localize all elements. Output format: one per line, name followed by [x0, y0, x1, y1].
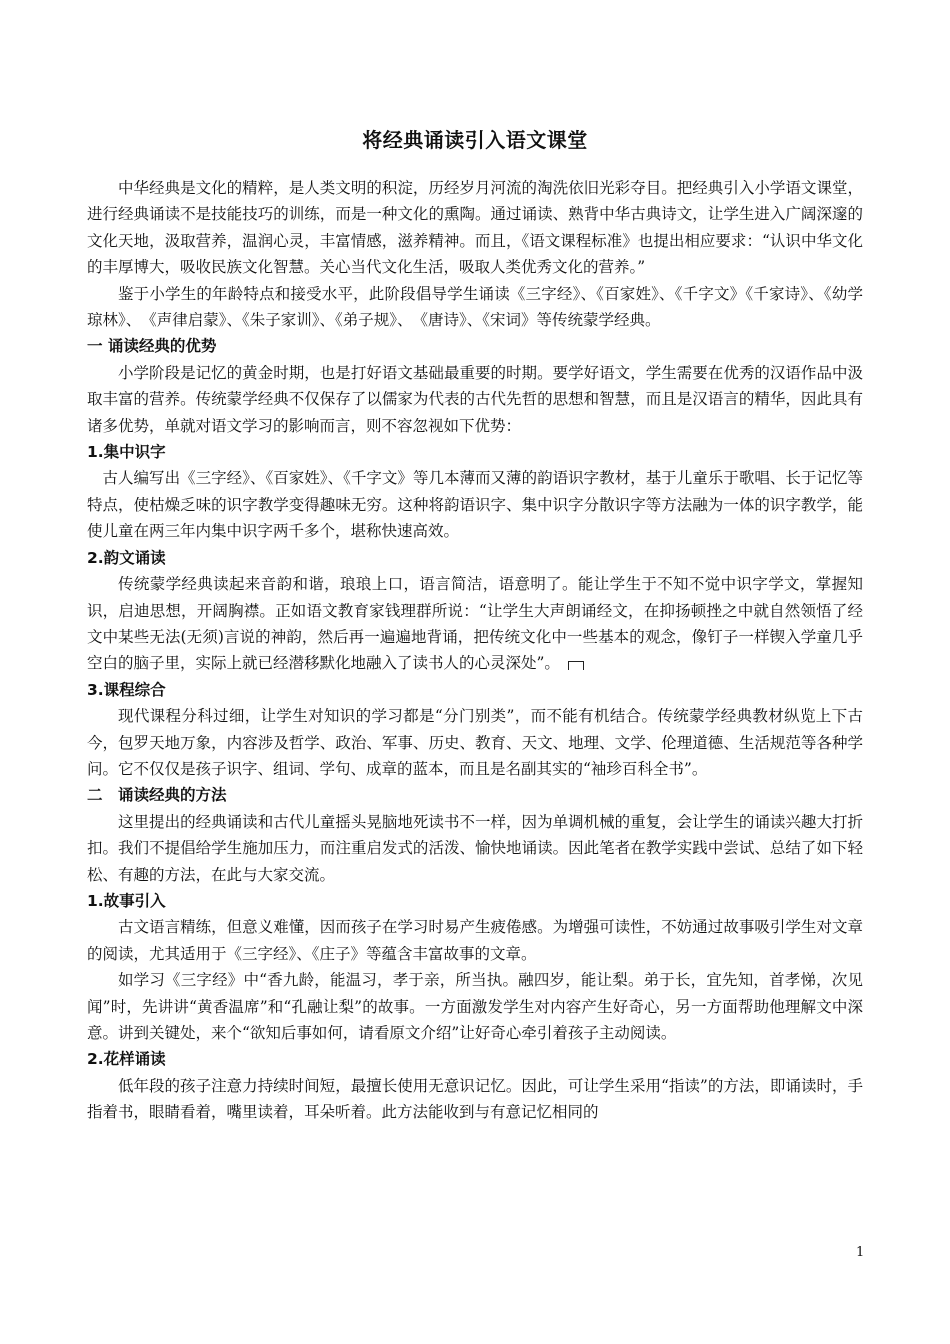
paragraph-literacy: 古人编写出《三字经》、《百家姓》、《千字文》等几本薄而又薄的韵语识字教材，基于儿童乐于歌唱、长于记忆等特点，使枯燥乏味的识字教学变得趣味无穷。这种将韵语识字、集中识字分散识字等方法融为一体的识字教学，能使儿童在两三年内集中识字两千多个，堪称快速高效。	[87, 469, 863, 541]
paragraph-story-2: 如学习《三字经》中“香九龄，能温习，孝于亲，所当执。融四岁，能让梨。弟于长，宜先知，首孝悌，次见闻”时，先讲讲“黄香温席”和“孔融让梨”的故事。一方面激发学生对内容产生好奇心，另一方面帮助他理解文中深意。讲到关键处，来个“欲知后事如何，请看原文介绍”让好奇心牵引着孩子主动阅读。	[87, 971, 863, 1042]
subheading-literacy: 1.集中识字	[87, 443, 166, 462]
document-body	[87, 175, 863, 1126]
page-number: 1	[856, 1245, 865, 1260]
subheading-varied-reading: 2.花样诵读	[87, 1050, 166, 1069]
paragraph-story-1: 古文语言精练，但意义难懂，因而孩子在学习时易产生疲倦感。为增强可读性，不妨通过故事吸引学生对文章的阅读，尤其适用于《三字经》、《庄子》等蕴含丰富故事的文章。	[87, 918, 863, 963]
paragraph-advantages: 小学阶段是记忆的黄金时期，也是打好语文基础最重要的时期。要学好语文，学生需要在优秀的汉语作品中汲取丰富的营养。传统蒙学经典不仅保存了以儒家为代表的古代先哲的思想和智慧，而且是汉语言的精华，因此具有诸多优势，单就对语文学习的影响而言，则不容忽视如下优势：	[87, 363, 863, 435]
section-heading-methods: 二 诵读经典的方法	[87, 786, 227, 805]
subheading-rhyme: 2.韵文诵读	[87, 548, 166, 567]
paragraph-methods: 这里提出的经典诵读和古代儿童摇头晃脑地死读书不一样，因为单调机械的重复，会让学生的诵读兴趣大打折扣。我们不提倡给学生施加压力，而注重启发式的活泼、愉快地诵读。因此笔者在教学实践中尝试、总结了如下轻松、有趣的方法，在此与大家交流。	[87, 812, 863, 884]
subheading-story: 1.故事引入	[87, 891, 166, 910]
paragraph-intro-1: 中华经典是文化的精粹，是人类文明的积淀，历经岁月河流的淘洗依旧光彩夺目。把经典引入小学语文课堂，进行经典诵读不是技能技巧的训练，而是一种文化的熏陶。通过诵读、熟背中华古典诗文，让学生进入广阔深邃的文化天地，汲取营养，温润心灵，丰富情感，滋养精神。而且，《语文课程标准》也提出相应要求：“认识中华文化的丰厚博大，吸收民族文化智慧。关心当代文化生活，吸取人类优秀文化的营养。”	[87, 179, 863, 277]
paragraph-varied-reading: 低年段的孩子注意力持续时间短，最擅长使用无意识记忆。因此，可让学生采用“指读”的方法，即诵读时，手指着书，眼睛看着，嘴里读着，耳朵听着。此方法能收到与有意记忆相同的	[87, 1076, 863, 1122]
paragraph-intro-2: 鉴于小学生的年龄特点和接受水平，此阶段倡导学生诵读《三字经》、《百家姓》、《千字文》《千家诗》、《幼学琼林》、 《声律启蒙》、《朱子家训》、《弟子规》、 《唐诗》、《宋词》等传统蒙学经典。	[87, 284, 863, 330]
paragraph-rhyme	[87, 571, 863, 677]
document-title: 将经典诵读引入语文课堂	[362, 128, 588, 152]
subheading-curriculum: 3.课程综合	[87, 680, 166, 699]
paragraph-rhyme-text: 传统蒙学经典读起来音韵和谐，琅琅上口，语言简洁，语意明了。能让学生于不知不觉中识字学文，掌握知识，启迪思想，开阔胸襟。正如语文教育家钱理群所说：“让学生大声朗诵经文，在抑扬顿挫之中就自然领悟了经文中某些无法(无须)言说的神韵，然后再一遍遍地背诵，把传统文化中一些基本的观念，像钉子一样锲入学童几乎空白的脑子里，实际上就已经潜移默化地融入了读书人的心灵深处”。	[87, 575, 863, 673]
paragraph-curriculum: 现代课程分科过细，让学生对知识的学习都是“分门别类”，而不能有机结合。传统蒙学经典教材纵览上下古今，包罗天地万象，内容涉及哲学、政治、军事、历史、教育、天文、地理、文学、伦理道德、生活规范等各种学问。它不仅仅是孩子识字、组词、学句、成章的蓝本，而且是名副其实的“袖珍百科全书”。	[87, 707, 863, 778]
section-heading-advantages: 一 诵读经典的优势	[87, 337, 217, 356]
footnote-mark	[568, 661, 584, 670]
